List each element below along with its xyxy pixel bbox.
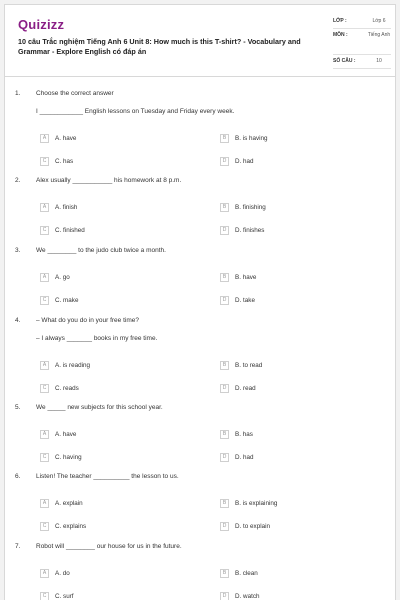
option-letter-box: B bbox=[220, 134, 229, 143]
answer-option-b[interactable] bbox=[220, 133, 268, 143]
meta-key: LỚP : bbox=[333, 18, 347, 24]
question-text: Listen! The teacher __________ the lesson to us. bbox=[36, 473, 179, 480]
answer-option-d[interactable] bbox=[220, 225, 264, 235]
question-number: 1. bbox=[15, 90, 21, 97]
answer-option-b[interactable] bbox=[220, 568, 258, 578]
answer-option-b[interactable] bbox=[220, 498, 277, 508]
answer-option-d[interactable] bbox=[220, 156, 254, 166]
option-text: A. finish bbox=[55, 203, 78, 211]
option-text: C. surf bbox=[55, 592, 74, 600]
option-text: B. clean bbox=[235, 569, 258, 577]
option-letter-box: D bbox=[220, 157, 229, 166]
option-letter-box: B bbox=[220, 361, 229, 370]
worksheet-page bbox=[4, 4, 396, 600]
answer-option-a[interactable] bbox=[40, 429, 76, 439]
meta-value: Tiếng Anh bbox=[367, 32, 391, 38]
option-letter-box: A bbox=[40, 430, 49, 439]
answer-option-c[interactable] bbox=[40, 521, 86, 531]
question-number: 5. bbox=[15, 404, 21, 411]
answer-option-c[interactable] bbox=[40, 383, 79, 393]
option-text: B. is having bbox=[235, 134, 268, 142]
option-text: D. had bbox=[235, 453, 254, 461]
option-letter-box: A bbox=[40, 273, 49, 282]
option-text: D. read bbox=[235, 384, 256, 392]
answer-option-d[interactable] bbox=[220, 591, 260, 600]
option-text: C. having bbox=[55, 453, 82, 461]
meta-row-subject bbox=[333, 29, 391, 55]
option-letter-box: C bbox=[40, 453, 49, 462]
option-text: A. explain bbox=[55, 499, 83, 507]
option-letter-box: B bbox=[220, 499, 229, 508]
meta-value: 10 bbox=[376, 58, 382, 64]
meta-value: Lớp 6 bbox=[372, 18, 386, 24]
answer-option-a[interactable] bbox=[40, 360, 90, 370]
option-text: A. do bbox=[55, 569, 70, 577]
answer-option-b[interactable] bbox=[220, 429, 253, 439]
answer-option-c[interactable] bbox=[40, 295, 78, 305]
question-number: 7. bbox=[15, 543, 21, 550]
option-text: C. make bbox=[55, 296, 79, 304]
meta-key: SỐ CÂU : bbox=[333, 58, 356, 64]
question-number: 3. bbox=[15, 247, 21, 254]
question-number: 6. bbox=[15, 473, 21, 480]
question-text: We ________ to the judo club twice a month. bbox=[36, 247, 166, 254]
option-letter-box: C bbox=[40, 157, 49, 166]
option-text: D. to explain bbox=[235, 522, 271, 530]
answer-option-b[interactable] bbox=[220, 202, 266, 212]
option-letter-box: C bbox=[40, 296, 49, 305]
option-letter-box: D bbox=[220, 296, 229, 305]
option-letter-box: A bbox=[40, 361, 49, 370]
option-letter-box: D bbox=[220, 453, 229, 462]
option-text: B. to read bbox=[235, 361, 263, 369]
option-letter-box: B bbox=[220, 273, 229, 282]
question-text: I ____________ English lessons on Tuesday and Friday every week. bbox=[36, 108, 235, 115]
answer-option-a[interactable] bbox=[40, 133, 76, 143]
quizizz-logo: Quizizz bbox=[18, 17, 65, 32]
answer-option-a[interactable] bbox=[40, 272, 70, 282]
option-text: B. is explaining bbox=[235, 499, 278, 507]
option-letter-box: D bbox=[220, 226, 229, 235]
answer-option-c[interactable] bbox=[40, 225, 85, 235]
question-number: 2. bbox=[15, 177, 21, 184]
answer-option-a[interactable] bbox=[40, 498, 83, 508]
option-letter-box: C bbox=[40, 384, 49, 393]
option-letter-box: A bbox=[40, 569, 49, 578]
meta-row-grade bbox=[333, 15, 391, 29]
meta-row-count bbox=[333, 55, 391, 69]
answer-option-b[interactable] bbox=[220, 272, 256, 282]
answer-option-d[interactable] bbox=[220, 452, 254, 462]
option-letter-box: A bbox=[40, 134, 49, 143]
option-letter-box: C bbox=[40, 522, 49, 531]
option-letter-box: B bbox=[220, 430, 229, 439]
worksheet-title: 10 câu Trắc nghiệm Tiếng Anh 6 Unit 8: How much is this T-shirt? - Vocabulary and Grammar - Explore English có đáp án bbox=[18, 37, 301, 56]
option-text: B. has bbox=[235, 430, 253, 438]
option-letter-box: A bbox=[40, 499, 49, 508]
option-letter-box: A bbox=[40, 203, 49, 212]
option-letter-box: B bbox=[220, 203, 229, 212]
option-letter-box: C bbox=[40, 592, 49, 600]
answer-option-b[interactable] bbox=[220, 360, 262, 370]
option-text: A. is reading bbox=[55, 361, 91, 369]
answer-option-c[interactable] bbox=[40, 591, 74, 600]
meta-table bbox=[333, 15, 391, 69]
option-letter-box: D bbox=[220, 522, 229, 531]
option-text: A. have bbox=[55, 430, 77, 438]
option-text: B. finishing bbox=[235, 203, 266, 211]
option-letter-box: D bbox=[220, 592, 229, 600]
option-text: D. watch bbox=[235, 592, 260, 600]
question-text: – I always _______ books in my free time. bbox=[36, 335, 158, 342]
option-text: A. go bbox=[55, 273, 70, 281]
answer-option-d[interactable] bbox=[220, 521, 270, 531]
answer-option-a[interactable] bbox=[40, 568, 70, 578]
option-text: D. take bbox=[235, 296, 255, 304]
option-letter-box: C bbox=[40, 226, 49, 235]
option-text: C. explains bbox=[55, 522, 87, 530]
option-text: A. have bbox=[55, 134, 77, 142]
option-text: D. finishes bbox=[235, 226, 265, 234]
meta-key: MÔN : bbox=[333, 32, 348, 38]
option-letter-box: D bbox=[220, 384, 229, 393]
question-text: Alex usually ___________ his homework at 8 p.m. bbox=[36, 177, 182, 184]
question-text: We _____ new subjects for this school year. bbox=[36, 404, 163, 411]
option-text: C. reads bbox=[55, 384, 79, 392]
question-text: – What do you do in your free time? bbox=[36, 317, 139, 324]
question-text: Choose the correct answer bbox=[36, 90, 114, 97]
answer-option-c[interactable] bbox=[40, 452, 82, 462]
answer-option-a[interactable] bbox=[40, 202, 77, 212]
answer-option-d[interactable] bbox=[220, 295, 255, 305]
option-text: D. had bbox=[235, 157, 254, 165]
answer-option-d[interactable] bbox=[220, 383, 256, 393]
option-text: C. finished bbox=[55, 226, 85, 234]
answer-option-c[interactable] bbox=[40, 156, 73, 166]
worksheet-header bbox=[5, 5, 395, 77]
question-text: Robot will ________ our house for us in the future. bbox=[36, 543, 182, 550]
option-text: C. has bbox=[55, 157, 74, 165]
option-text: B. have bbox=[235, 273, 257, 281]
question-number: 4. bbox=[15, 317, 21, 324]
option-letter-box: B bbox=[220, 569, 229, 578]
